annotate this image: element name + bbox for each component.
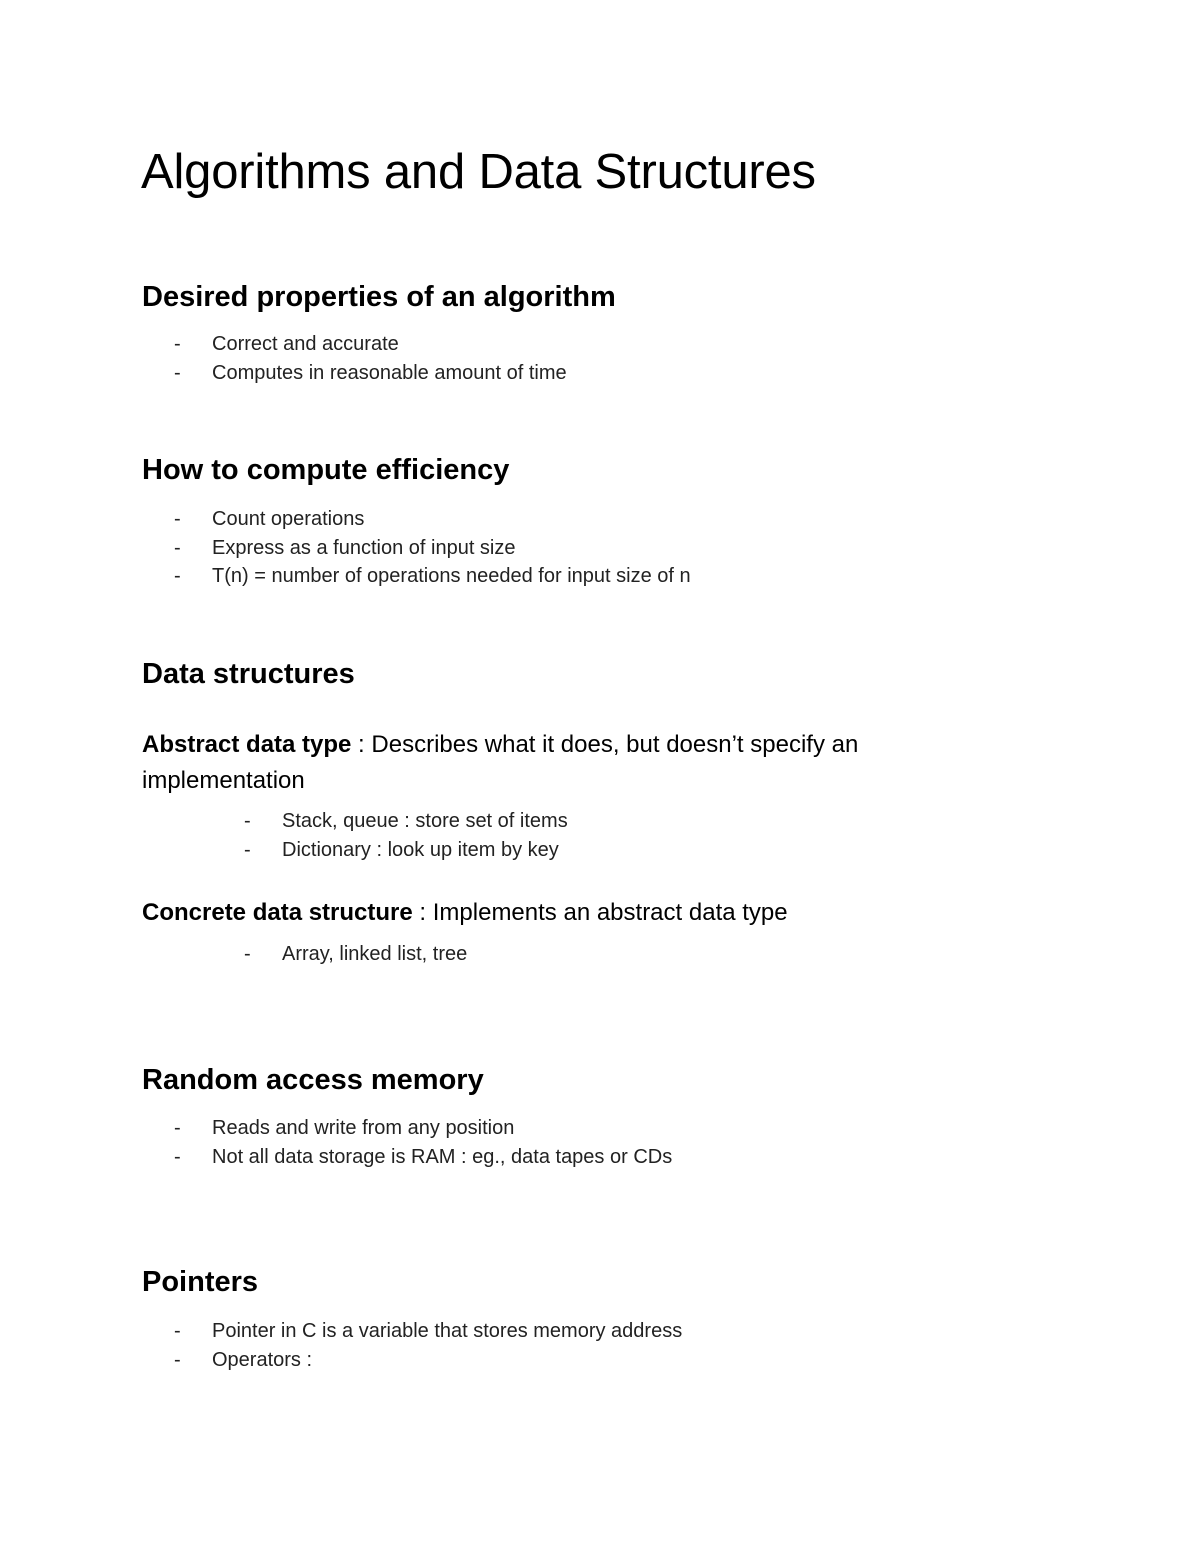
section-heading-desired-properties: Desired properties of an algorithm [142, 281, 616, 313]
bullet-dash: - [174, 1117, 181, 1139]
bullet-dash: - [174, 333, 181, 355]
bullet-dash: - [244, 810, 251, 832]
bullet-dash: - [244, 838, 251, 861]
bullet-dash: - [244, 943, 251, 965]
bullet-dash: - [174, 536, 181, 559]
concrete-data-structure-definition [142, 895, 1022, 931]
section-heading-pointers: Pointers [142, 1266, 259, 1298]
bullet-dash: - [174, 1145, 181, 1168]
bullet-dash: - [174, 1348, 181, 1371]
section-heading-random-access-memory: Random access memory [142, 1064, 484, 1096]
bullet-dash: - [174, 565, 181, 587]
section-heading-efficiency: How to compute efficiency [142, 454, 510, 486]
concrete-data-structure-description: : Implements an abstract data type [412, 899, 788, 926]
term-abstract-data-type: Abstract data type [142, 731, 352, 758]
document-title: Algorithms and Data Structures [141, 145, 816, 199]
bullet-dash: - [174, 361, 181, 384]
section-heading-data-structures: Data structures [142, 658, 355, 690]
document-page: Algorithms and Data Structures Desired properties of an algorithm - Correct and accurate - Computes in reasonable amount of time How to compute efficiency - Count operations - Express as a function of input size - T(n) = number of operations needed for input size of n Data structures Abstract data type : Describes what it does, but doesn’t specify an implementation - Stack, queue : store set of items - Dictionary : look up item by key Concrete data structure : Implements an abstract data type - Array, linked list, tree Random access memory - Reads and write from any position - Not all data storage is RAM : eg., data tapes or CDs Pointers - Pointer in C is a variable that stores memory address - Operators : [0, 0, 1200, 1553]
term-concrete-data-structure: Concrete data structure [142, 899, 413, 926]
abstract-data-type-description: : Describes what it does, but doesn’t specify an implementation [142, 731, 859, 794]
bullet-dash: - [174, 1320, 181, 1342]
bullet-dash: - [174, 508, 181, 530]
abstract-data-type-definition [142, 727, 1022, 799]
